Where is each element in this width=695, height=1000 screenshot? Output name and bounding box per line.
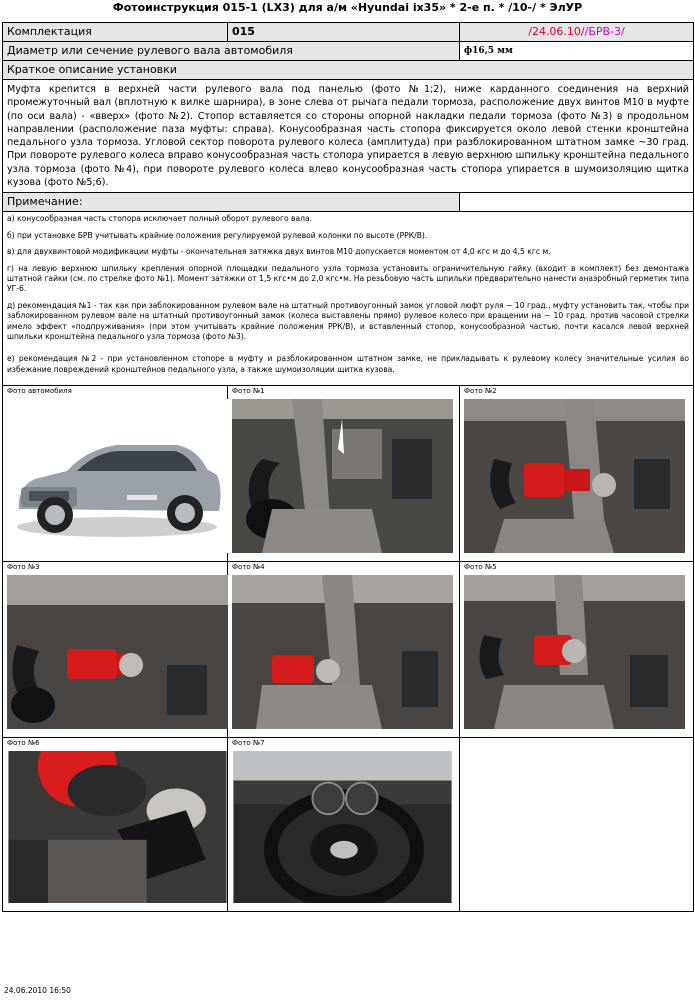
photo-caption-car: Фото автомобиля — [7, 387, 72, 396]
photo-caption-5: Фото №5 — [464, 563, 497, 572]
footer-timestamp: 24.06.2010 16:50 — [4, 986, 71, 995]
photo-caption-7: Фото №7 — [232, 739, 265, 748]
note-b: б) при установке БРВ учитывать крайние положения регулируемой рулевой колонки по высоте (РРК/В). — [7, 230, 428, 240]
desc-header-row — [3, 61, 694, 80]
shaft-row — [3, 42, 694, 61]
note-c: в) для двухвинтовой модификации муфты - окончательная затяжка двух винтов М10 допускается моментом от 4,0 кгс м до 4,5 кгс м. — [7, 247, 551, 257]
photo-row-2 — [3, 562, 694, 738]
shaft-value: ф16,5 мм — [460, 42, 694, 61]
photo-caption-1: Фото №1 — [232, 387, 265, 396]
photo-6 — [7, 751, 228, 903]
photo-caption-2: Фото №2 — [464, 387, 497, 396]
photo-cell-2 — [460, 386, 694, 562]
photo-cell-car — [3, 386, 228, 562]
notes-header-blank — [460, 193, 694, 212]
revision-date — [460, 23, 694, 42]
notes-list — [3, 212, 694, 386]
shaft-label: Диаметр или сечение рулевого вала автомобиля — [3, 42, 460, 61]
photo-cell-3 — [3, 562, 228, 738]
desc-row — [3, 80, 694, 193]
photo-caption-6: Фото №6 — [7, 739, 40, 748]
installation-description: Муфта крепится в верхней части рулевого вала под панелью (фото №1;2), ниже карданного соединения на верхний промежуточный вал (вплотную к вилке шарнира), в зоне слева от рычага педали тормоза, расположение двух винтов М10 в муфте (по оси вала) - «вверх» (фото №2). Стопор вставляется со стороны опорной накладки педали тормоза (фото №3) в продольном направлении (расположение паза муфты: справа). Конусообразная часть стопора фиксируется около левой стенки кронштейна педального узла тормоза. Угловой сектор поворота рулевого колеса (амплитуда) при разблокированном штатном замке ~30 град. При повороте рулевого колеса вправо конусообразная часть стопора упирается в левую верхнюю шпильку кронштейна педального узла тормоза (фото №4), при повороте рулевого колеса влево конусообразная часть стопора упирается в шумоизоляцию щитка кузова (фото №5;6). — [3, 80, 694, 193]
revision-date-red: /24.06.10/ — [528, 25, 585, 38]
photo-cell-1 — [228, 386, 460, 562]
photo-cell-5 — [460, 562, 694, 738]
revision-code: /БРВ-3/ — [584, 25, 625, 38]
photo-cell-6 — [3, 738, 228, 912]
photo-caption-4: Фото №4 — [232, 563, 265, 572]
note-a: а) конусообразная часть стопора исключает полный оборот рулевого вала. — [7, 214, 313, 224]
kit-label: Комплектация — [3, 23, 228, 42]
photo-4 — [232, 575, 453, 729]
photo-row-1 — [3, 386, 694, 562]
photo-caption-3: Фото №3 — [7, 563, 40, 572]
photo-cell-blank — [460, 738, 694, 912]
photo-row-3 — [3, 738, 694, 912]
photo-5 — [464, 575, 685, 729]
car-photo — [7, 399, 228, 553]
photo-cell-4 — [228, 562, 460, 738]
instruction-table — [2, 22, 694, 912]
notes-header-row — [3, 193, 694, 212]
note-f: е) рекомендация №2 - при установленном стопоре в муфту и разблокированном штатном замке, не прикладывать к рулевому колесу значительные усилия во избежание повреждений кронштейнов педального узла, а также шумоизоляции щитка кузова. — [7, 354, 689, 374]
photo-7 — [232, 751, 453, 903]
photo-2 — [464, 399, 685, 553]
notes-row — [3, 212, 694, 386]
photo-cell-7 — [228, 738, 460, 912]
kit-row — [3, 23, 694, 42]
note-e: д) рекомендация №1 - так как при заблокированном рулевом вале на штатный противоугонный замок угловой люфт руля ~ 10 град., муфту установить так, чтобы при заблокированном рулевом вале на штатный противоугонный замок (колеса выставлены прямо) рулевое колесо при вращении на ~ 10 град. против часовой стрелки имело эффект «подпруживания» (при этом учитывать крайние положения РРК/В), и вставленный стопор, конусообразной частью, почти касался левой верхней шпильки кронштейна педального узла тормоза (фото №3). — [7, 300, 689, 342]
kit-value: 015 — [228, 23, 460, 42]
photo-3 — [7, 575, 228, 729]
photo-1 — [232, 399, 453, 553]
document-title: Фотоинструкция 015-1 (LX3) для а/м «Hyundai ix35» * 2-е п. * /10-/ * ЭлУР — [112, 1, 583, 14]
desc-label: Краткое описание установки — [3, 61, 694, 80]
notes-label: Примечание: — [3, 193, 460, 212]
note-d: г) на левую верхнюю шпильку крепления опорной площадки педального узла тормоза установить ограничительную гайку (входит в комплект) без демонтажа штатной гайки (см. по стрелке фото №1). Момент затяжки от 1,5 кгс•м до 2,0 кгс•м. На резьбовую часть шпильки предварительно нанести анаэробный герметик типа УГ-6. — [7, 263, 689, 294]
